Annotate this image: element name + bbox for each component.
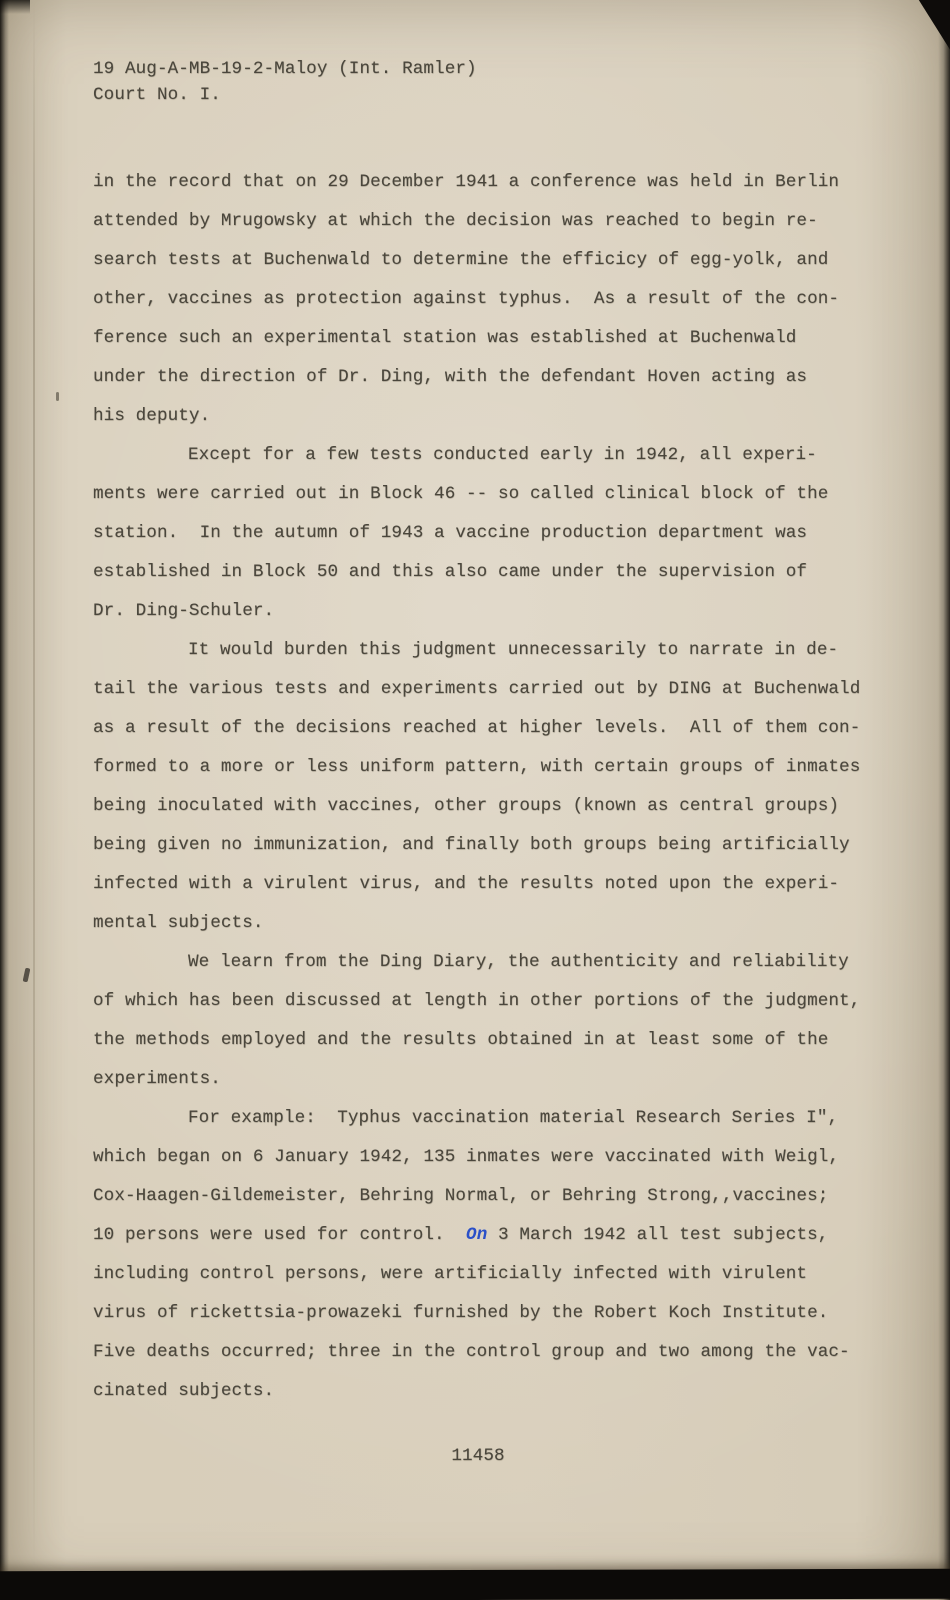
text-line (93, 1294, 893, 1333)
text-line (93, 202, 893, 241)
text-segment: virus of rickettsia-prowazeki furnished by the Robert Koch Institute. (93, 1303, 829, 1323)
scan-speck (23, 968, 31, 983)
text-line (93, 1372, 893, 1411)
handwritten-annotation: On (466, 1225, 488, 1245)
text-line (93, 1021, 893, 1060)
paragraph (93, 436, 893, 631)
text-segment: of which has been discussed at length in other portions of the judgment, (93, 991, 861, 1011)
paper-fold-line (33, 0, 35, 1570)
text-segment: mental subjects. (93, 913, 264, 933)
text-line (93, 514, 893, 553)
text-line (93, 1060, 893, 1099)
text-line (93, 475, 893, 514)
text-segment: experiments. (93, 1069, 221, 1089)
header-case-line: 19 Aug-A-MB-19-2-Maloy (Int. Ramler) (93, 59, 477, 79)
text-line (93, 241, 893, 280)
text-segment: being given no immunization, and finally both groups being artificially (93, 835, 850, 855)
text-segment: infected with a virulent virus, and the results noted upon the experi- (93, 874, 840, 894)
scan-speck (56, 392, 59, 401)
text-line (93, 943, 893, 982)
text-segment: ments were carried out in Block 46 -- so called clinical block of the (93, 484, 829, 504)
text-segment: attended by Mrugowsky at which the decision was reached to begin re- (93, 211, 818, 231)
text-line (93, 1333, 893, 1372)
text-line (93, 904, 893, 943)
text-segment: We learn from the Ding Diary, the authenticity and reliability (188, 952, 849, 972)
text-line (93, 1099, 893, 1138)
scan-edge-right (938, 0, 950, 1600)
text-line (93, 982, 893, 1021)
paragraph (93, 943, 893, 1099)
text-line (93, 592, 893, 631)
text-segment: formed to a more or less uniform pattern, with certain groups of inmates (93, 757, 861, 777)
text-segment: as a result of the decisions reached at higher levels. All of them con- (93, 718, 861, 738)
text-segment: being inoculated with vaccines, other groups (known as central groups) (93, 796, 840, 816)
text-line (93, 358, 893, 397)
text-line (93, 280, 893, 319)
text-line (93, 826, 893, 865)
text-line (93, 163, 893, 202)
text-segment: It would burden this judgment unnecessarily to narrate in de- (188, 640, 839, 660)
scan-edge-bottom (0, 1569, 950, 1600)
text-segment: in the record that on 29 December 1941 a conference was held in Berlin (93, 172, 840, 192)
text-line (93, 397, 893, 436)
text-segment: Cox-Haagen-Gildemeister, Behring Normal, or Behring Strong,,vaccines; (93, 1186, 829, 1206)
header-court-line: Court No. I. (93, 85, 221, 105)
paragraph (93, 631, 893, 943)
text-segment: including control persons, were artificially infected with virulent (93, 1264, 808, 1284)
text-segment: 10 persons were used for control. (93, 1225, 467, 1245)
text-segment: Except for a few tests conducted early in 1942, all experi- (188, 445, 817, 465)
text-segment: search tests at Buchenwald to determine the efficicy of egg-yolk, and (93, 250, 829, 270)
paragraph (93, 1099, 893, 1411)
text-segment: the methods employed and the results obtained in at least some of the (93, 1030, 829, 1050)
scan-edge-left (0, 0, 9, 1600)
text-segment: other, vaccines as protection against typhus. As a result of the con- (93, 289, 840, 309)
text-segment: his deputy. (93, 406, 211, 426)
page-number: 11458 (451, 1446, 505, 1466)
text-segment: established in Block 50 and this also came under the supervision of (93, 562, 808, 582)
text-segment: For example: Typhus vaccination material Research Series I", (188, 1108, 839, 1128)
text-line (93, 1138, 893, 1177)
text-segment: ference such an experimental station was established at Buchenwald (93, 328, 797, 348)
text-line (93, 748, 893, 787)
text-segment: Dr. Ding-Schuler. (93, 601, 275, 621)
text-line (93, 553, 893, 592)
text-line (93, 319, 893, 358)
paragraph (93, 163, 893, 436)
text-segment: which began on 6 January 1942, 135 inmates were vaccinated with Weigl, (93, 1147, 840, 1167)
scan-corner-mark-top-left (0, 0, 30, 14)
document-header (93, 56, 893, 108)
text-line (93, 1216, 893, 1255)
text-line (93, 1177, 893, 1216)
text-line (93, 787, 893, 826)
typed-content (93, 56, 893, 1476)
text-segment: Five deaths occurred; three in the control group and two among the vac- (93, 1342, 850, 1362)
text-segment: under the direction of Dr. Ding, with the defendant Hoven acting as (93, 367, 808, 387)
text-line (93, 631, 893, 670)
text-line (93, 436, 893, 475)
text-segment: 3 March 1942 all test subjects, (487, 1225, 829, 1245)
text-line (93, 709, 893, 748)
text-segment: cinated subjects. (93, 1381, 275, 1401)
text-line (93, 670, 893, 709)
text-segment: station. In the autumn of 1943 a vaccine production department was (93, 523, 808, 543)
document-body (93, 163, 893, 1411)
text-line (93, 1255, 893, 1294)
text-line (93, 865, 893, 904)
text-segment: tail the various tests and experiments carried out by DING at Buchenwald (93, 679, 861, 699)
